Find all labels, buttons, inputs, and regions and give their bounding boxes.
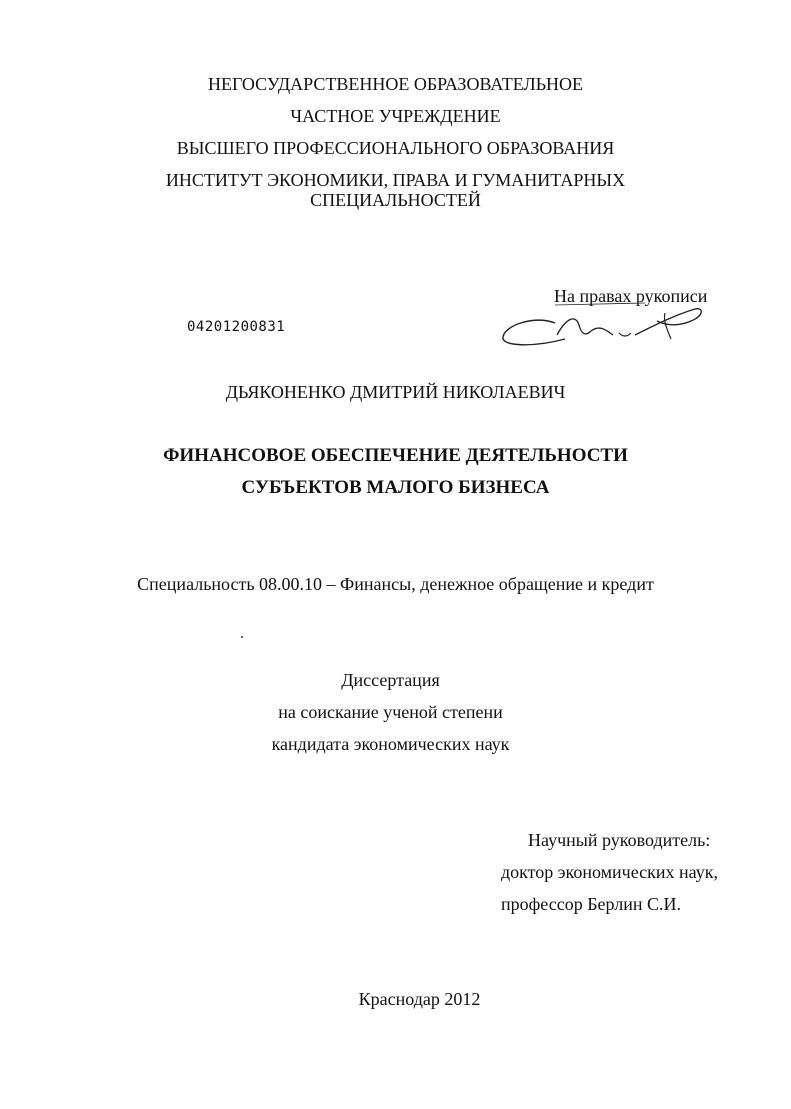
manuscript-rights-label: На правах рукописи — [554, 286, 708, 306]
supervisor-label: Научный руководитель: — [528, 830, 711, 850]
degree-line-3: кандидата экономических наук — [271, 734, 510, 754]
institution-line-4: ИНСТИТУТ ЭКОНОМИКИ, ПРАВА И ГУМАНИТАРНЫХ — [165, 170, 626, 190]
institution-line-1: НЕГОСУДАРСТВЕННОЕ ОБРАЗОВАТЕЛЬНОЕ — [207, 74, 584, 94]
institution-line-3: ВЫСШЕГО ПРОФЕССИОНАЛЬНОГО ОБРАЗОВАНИЯ — [176, 138, 615, 158]
speck — [241, 636, 243, 638]
degree-line-1: Диссертация — [341, 670, 440, 690]
thesis-title-line-2: СУБЪЕКТОВ МАЛОГО БИЗНЕСА — [241, 477, 550, 498]
author-name: ДЬЯКОНЕНКО ДМИТРИЙ НИКОЛАЕВИЧ — [225, 382, 566, 402]
degree-line-2: на соискание ученой степени — [278, 702, 503, 722]
signature — [495, 295, 710, 355]
document-code: 04201200831 — [187, 319, 286, 335]
city-year: Краснодар 2012 — [358, 989, 481, 1009]
thesis-title-line-1: ФИНАНСОВОЕ ОБЕСПЕЧЕНИЕ ДЕЯТЕЛЬНОСТИ — [163, 445, 628, 466]
specialty-line: Специальность 08.00.10 – Финансы, денежное обращение и кредит — [137, 574, 654, 594]
supervisor-name: профессор Берлин С.И. — [501, 894, 682, 914]
institution-line-2: ЧАСТНОЕ УЧРЕЖДЕНИЕ — [290, 106, 501, 126]
institution-line-5: СПЕЦИАЛЬНОСТЕЙ — [310, 190, 481, 210]
supervisor-degree: доктор экономических наук, — [501, 862, 718, 882]
